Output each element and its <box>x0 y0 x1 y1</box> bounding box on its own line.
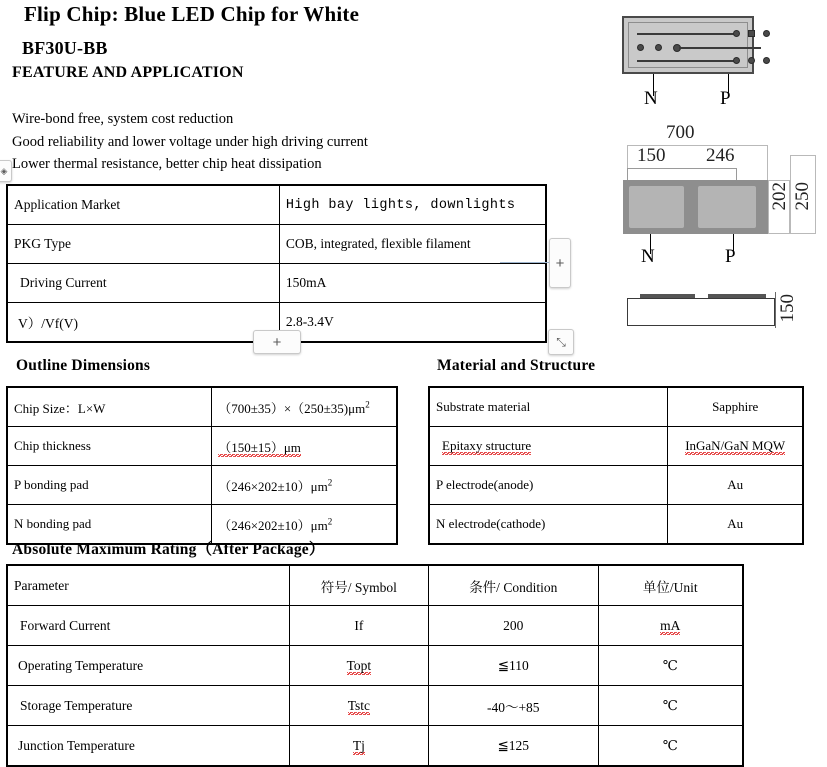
outline-value: $(246\times 202\pm 10)\mu m^2$ <box>212 466 397 505</box>
part-number: BF30U-BB <box>22 38 108 58</box>
n-bonding-pad <box>629 186 684 228</box>
via-dot <box>763 30 770 37</box>
amr-condition: ≦125 <box>428 726 598 767</box>
material-key: P electrode(anode) <box>429 466 668 505</box>
dim-total-width: 700 <box>666 122 695 143</box>
feature-heading: FEATURE AND APPLICATION <box>12 64 244 81</box>
outline-value: $(700\pm 35)\times(250\pm 35)\mu m^2$ <box>212 387 397 427</box>
amr-condition: -40～+85 <box>428 686 598 726</box>
table-row[interactable] <box>7 185 546 225</box>
dim-n-pad-width: 150 <box>637 145 666 166</box>
p-bonding-pad <box>698 186 756 228</box>
via-dot <box>763 57 770 64</box>
outline-key: N bonding pad <box>7 505 212 545</box>
feature-item: Good reliability and lower voltage under high driving current <box>12 133 368 150</box>
amr-parameter: Storage Temperature <box>7 686 289 726</box>
add-row-button[interactable]: + <box>253 330 301 354</box>
material-value: Sapphire <box>668 387 803 427</box>
spec-key: Application Market <box>7 185 279 225</box>
chip-plan-view-diagram <box>622 16 754 74</box>
material-structure-table[interactable] <box>428 386 804 545</box>
spec-value: High bay lights, downlights <box>279 185 546 225</box>
plan-label-n: N <box>644 88 658 109</box>
table-row[interactable] <box>7 726 743 767</box>
table-row[interactable] <box>7 686 743 726</box>
table-row[interactable] <box>429 505 803 545</box>
amr-unit: ℃ <box>598 646 743 686</box>
header-symbol: 符号/ Symbol <box>289 565 428 606</box>
spec-key: V）/Vf(V) <box>7 303 279 343</box>
table-header-row <box>7 565 743 606</box>
via-dot <box>637 44 644 51</box>
left-margin-handle[interactable]: ◈ <box>0 160 12 182</box>
feature-list <box>12 108 368 176</box>
material-value: Au <box>668 466 803 505</box>
amr-parameter: Junction Temperature <box>7 726 289 767</box>
spec-table[interactable] <box>6 184 547 343</box>
table-row[interactable] <box>429 427 803 466</box>
via-dot <box>748 30 755 37</box>
amr-unit: ℃ <box>598 726 743 767</box>
outline-value: $(246\times 202\pm 10)\mu m^2$ <box>212 505 397 545</box>
amr-symbol: Tstc <box>289 686 428 726</box>
outline-key: P bonding pad <box>7 466 212 505</box>
electrode-finger <box>679 47 761 49</box>
dim-chip-height: 250 <box>792 182 813 211</box>
via-dot <box>733 57 740 64</box>
page-title: Flip Chip: Blue LED Chip for White <box>24 2 360 26</box>
via-dot <box>748 57 755 64</box>
dim-thickness: 150 <box>777 294 798 323</box>
feature-item: Wire-bond free, system cost reduction <box>12 111 234 127</box>
plan-inner-border <box>628 22 748 68</box>
control-anchor-line <box>500 262 550 263</box>
amr-parameter: Forward Current <box>7 606 289 646</box>
table-row[interactable] <box>7 387 397 427</box>
amr-parameter: Operating Temperature <box>7 646 289 686</box>
outline-key: Chip Size：L×W <box>7 387 212 427</box>
electrode-finger <box>637 60 737 62</box>
amr-symbol: Topt <box>289 646 428 686</box>
amr-symbol: If <box>289 606 428 646</box>
electrode-finger <box>637 33 737 35</box>
dim-p-pad-width: 246 <box>706 145 735 166</box>
dim-label-n: N <box>641 246 655 267</box>
via-dot <box>733 30 740 37</box>
feature-item: Lower thermal resistance, better chip heat dissipation <box>12 156 322 172</box>
amr-unit: mA <box>598 606 743 646</box>
spec-key: PKG Type <box>7 225 279 264</box>
header-condition: 条件/ Condition <box>428 565 598 606</box>
table-row[interactable] <box>7 466 397 505</box>
amr-unit: ℃ <box>598 686 743 726</box>
table-row[interactable] <box>7 606 743 646</box>
material-heading: Material and Structure <box>437 357 596 374</box>
table-row[interactable] <box>429 466 803 505</box>
via-dot <box>655 44 662 51</box>
material-key: N electrode(cathode) <box>429 505 668 545</box>
outline-key: Chip thickness <box>7 427 212 466</box>
table-row[interactable] <box>429 387 803 427</box>
dim-pad-height: 202 <box>769 182 790 211</box>
absolute-max-heading: Absolute Maximum Rating（After Package） <box>12 541 325 558</box>
chip-body-rect <box>623 180 768 234</box>
outline-heading: Outline Dimensions <box>16 357 151 374</box>
spec-key: Driving Current <box>7 264 279 303</box>
dim-label-p: P <box>725 246 736 267</box>
amr-condition: ≦110 <box>428 646 598 686</box>
material-value: Au <box>668 505 803 545</box>
spec-value: 150mA <box>279 264 546 303</box>
table-row[interactable] <box>7 225 546 264</box>
header-unit: 单位/Unit <box>598 565 743 606</box>
table-resize-handle[interactable]: ⤡ <box>548 329 574 355</box>
add-column-button[interactable]: + <box>549 238 571 288</box>
plan-label-p: P <box>720 88 731 109</box>
table-row[interactable] <box>7 427 397 466</box>
amr-condition: 200 <box>428 606 598 646</box>
table-row[interactable] <box>7 264 546 303</box>
spec-value: COB, integrated, flexible filament <box>279 225 546 264</box>
chip-side-view <box>627 298 775 326</box>
outline-dimensions-table[interactable] <box>6 386 398 545</box>
outline-value: （150±15）μm <box>212 427 397 466</box>
header-parameter: Parameter <box>7 565 289 606</box>
amr-symbol: Tj <box>289 726 428 767</box>
absolute-max-rating-table[interactable] <box>6 564 744 767</box>
material-key: Substrate material <box>429 387 668 427</box>
spec-value: 2.8-3.4V <box>279 303 546 343</box>
material-key: Epitaxy structure <box>429 427 668 466</box>
table-row[interactable] <box>7 646 743 686</box>
material-value: InGaN/GaN MQW <box>668 427 803 466</box>
